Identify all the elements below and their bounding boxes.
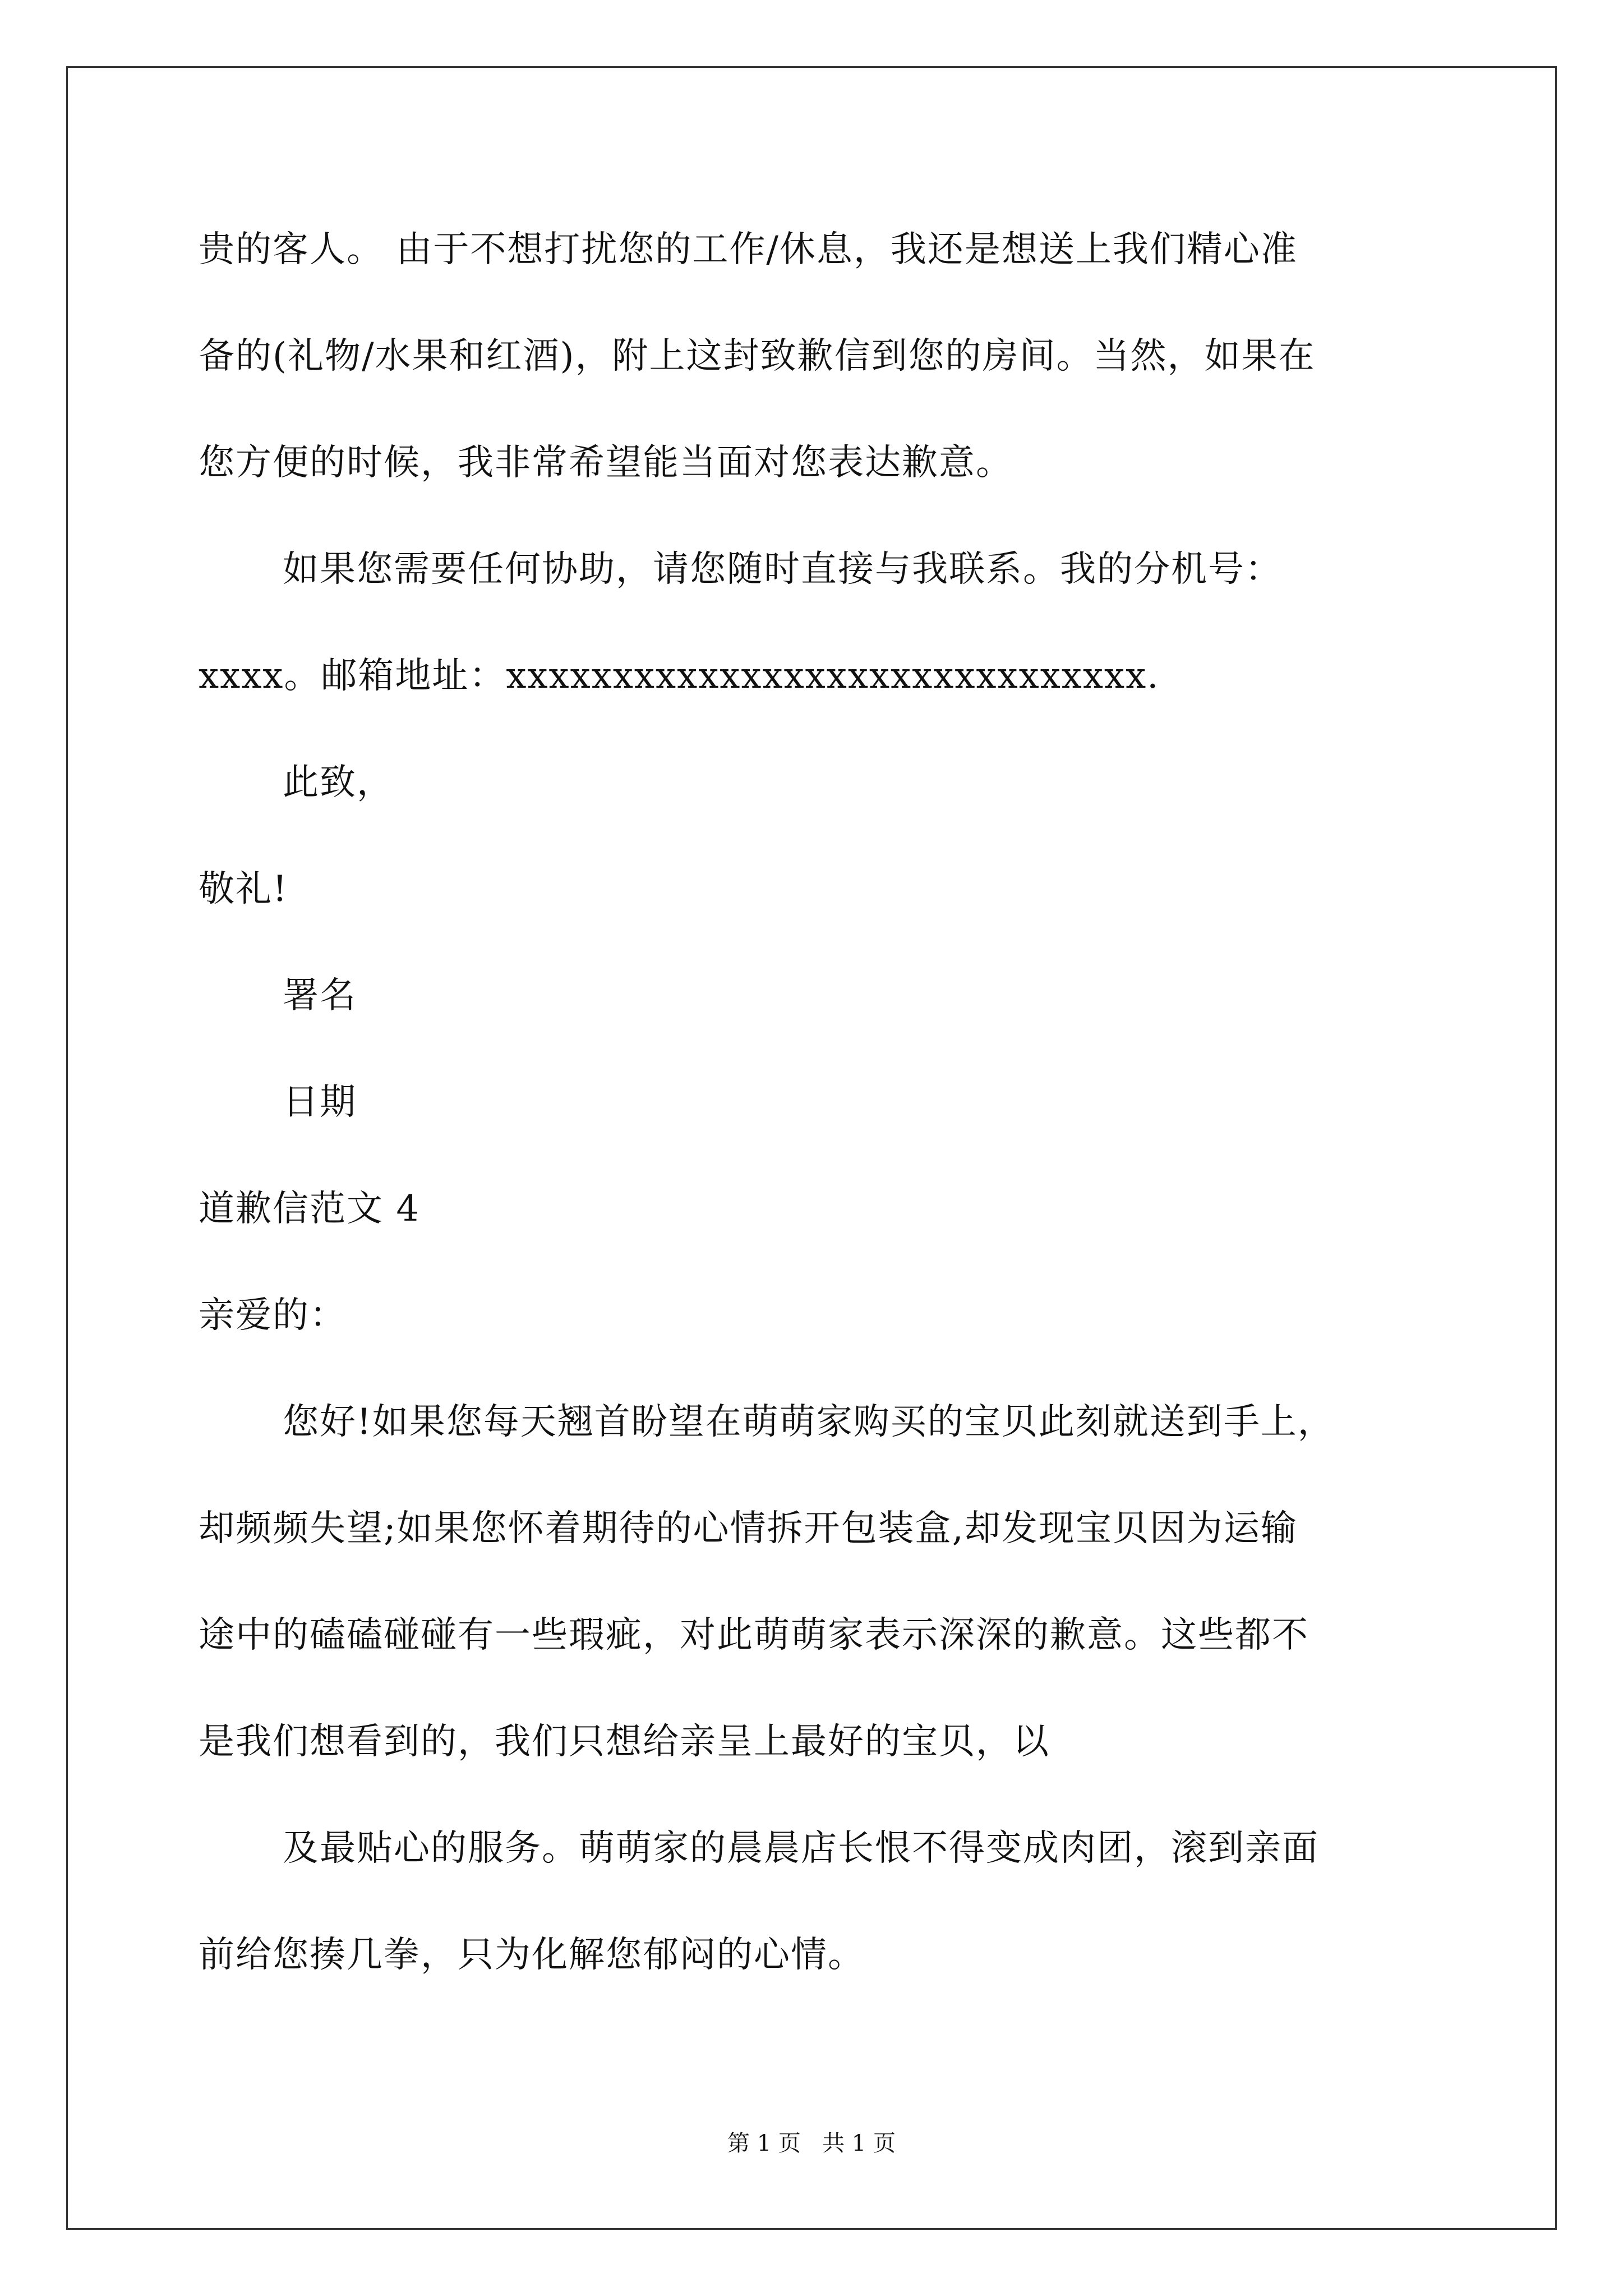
paragraph-line: xxxx。邮箱地址：xxxxxxxxxxxxxxxxxxxxxxxxxxxxxx. [199, 655, 1160, 697]
paragraph-line: 却频频失望;如果您怀着期待的心情拆开包装盒,却发现宝贝因为运输 [199, 1508, 1298, 1549]
paragraph-line: 前给您揍几拳，只为化解您郁闷的心情。 [199, 1934, 865, 1976]
paragraph-line: 途中的磕磕碰碰有一些瑕疵，对此萌萌家表示深深的歉意。这些都不 [199, 1614, 1309, 1656]
page-border [66, 66, 1557, 2230]
paragraph-line: 是我们想看到的，我们只想给亲呈上最好的宝贝，以 [199, 1721, 1050, 1763]
greeting-line: 亲爱的： [199, 1295, 347, 1336]
signature-line: 署名 [283, 975, 357, 1016]
paragraph-line: 及最贴心的服务。萌萌家的晨晨店长恨不得变成肉团，滚到亲面 [283, 1828, 1319, 1869]
paragraph-line: 备的(礼物/水果和红酒)，附上这封致歉信到您的房间。当然，如果在 [199, 335, 1316, 377]
salutation-line: 敬礼! [199, 868, 288, 910]
paragraph-line: 如果您需要任何协助，请您随时直接与我联系。我的分机号： [283, 549, 1282, 590]
closing-line: 此致， [283, 762, 394, 803]
date-line: 日期 [283, 1082, 357, 1123]
paragraph-line: 贵的客人。 由于不想打扰您的工作/休息，我还是想送上我们精心准 [199, 229, 1298, 270]
page-footer: 第 1 页 共 1 页 [727, 2131, 896, 2156]
paragraph-line: 您好!如果您每天翘首盼望在萌萌家购买的宝贝此刻就送到手上， [283, 1401, 1335, 1443]
section-title: 道歉信范文 4 [199, 1188, 421, 1230]
paragraph-line: 您方便的时候，我非常希望能当面对您表达歉意。 [199, 442, 1013, 484]
